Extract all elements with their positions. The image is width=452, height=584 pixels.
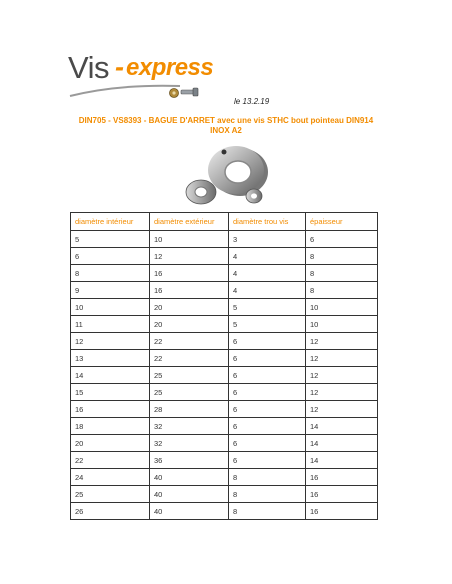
table-cell: 25 — [150, 384, 229, 401]
table-cell: 11 — [71, 316, 150, 333]
table-cell: 12 — [150, 248, 229, 265]
table-cell: 12 — [306, 350, 378, 367]
header-outer-diameter: diamètre extérieur — [150, 213, 229, 231]
table-cell: 10 — [306, 316, 378, 333]
table-cell: 15 — [71, 384, 150, 401]
table-cell: 8 — [229, 486, 306, 503]
table-cell: 12 — [306, 333, 378, 350]
table-row — [71, 367, 378, 384]
logo-swoosh-icon — [68, 80, 218, 102]
table-cell: 10 — [71, 299, 150, 316]
document-date: le 13.2.19 — [234, 97, 270, 106]
table-row — [71, 452, 378, 469]
table-cell: 6 — [306, 231, 378, 248]
table-cell: 16 — [71, 401, 150, 418]
table-row — [71, 350, 378, 367]
dimensions-table — [70, 212, 378, 520]
header-thickness: épaisseur — [306, 213, 378, 231]
table-cell: 6 — [229, 401, 306, 418]
table-cell: 16 — [306, 503, 378, 520]
header-screw-hole-diameter: diamètre trou vis — [229, 213, 306, 231]
table-cell: 6 — [229, 418, 306, 435]
table-row — [71, 503, 378, 520]
table-cell: 8 — [229, 503, 306, 520]
table-cell: 28 — [150, 401, 229, 418]
table-cell: 6 — [71, 248, 150, 265]
table-row — [71, 299, 378, 316]
table-cell: 22 — [150, 333, 229, 350]
table-cell: 8 — [306, 282, 378, 299]
table-cell: 40 — [150, 503, 229, 520]
table-cell: 22 — [150, 350, 229, 367]
table-row — [71, 265, 378, 282]
table-cell: 20 — [150, 316, 229, 333]
table-cell: 6 — [229, 350, 306, 367]
table-cell: 6 — [229, 435, 306, 452]
table-cell: 16 — [306, 469, 378, 486]
table-row — [71, 418, 378, 435]
table-cell: 40 — [150, 469, 229, 486]
table-cell: 13 — [71, 350, 150, 367]
table-cell: 8 — [306, 248, 378, 265]
table-cell: 32 — [150, 418, 229, 435]
table-row — [71, 248, 378, 265]
table-cell: 18 — [71, 418, 150, 435]
table-row — [71, 333, 378, 350]
table-cell: 32 — [150, 435, 229, 452]
logo-vis-text: Vis — [68, 50, 110, 85]
table-cell: 9 — [71, 282, 150, 299]
table-cell: 14 — [71, 367, 150, 384]
table-cell: 5 — [71, 231, 150, 248]
header-inner-diameter: diamètre intérieur — [71, 213, 150, 231]
table-cell: 10 — [306, 299, 378, 316]
table-cell: 25 — [150, 367, 229, 384]
logo-dash-text: - — [115, 52, 124, 82]
table-cell: 6 — [229, 367, 306, 384]
table-cell: 22 — [71, 452, 150, 469]
table-cell: 14 — [306, 435, 378, 452]
table-cell: 12 — [306, 367, 378, 384]
table-cell: 3 — [229, 231, 306, 248]
document-title: DIN705 - VS8393 - BAGUE D'ARRET avec une vis STHC bout pointeau DIN914 INOX A2 — [78, 116, 374, 135]
logo-express-text: express — [126, 54, 214, 81]
table-cell: 20 — [150, 299, 229, 316]
table-cell: 12 — [306, 401, 378, 418]
shaft-collar-product-image — [178, 140, 278, 210]
table-cell: 14 — [306, 452, 378, 469]
table-cell: 12 — [71, 333, 150, 350]
table-cell: 20 — [71, 435, 150, 452]
table-cell: 4 — [229, 282, 306, 299]
table-cell: 36 — [150, 452, 229, 469]
table-cell: 14 — [306, 418, 378, 435]
table-cell: 5 — [229, 316, 306, 333]
table-cell: 12 — [306, 384, 378, 401]
table-row — [71, 401, 378, 418]
table-row — [71, 384, 378, 401]
table-row — [71, 486, 378, 503]
table-cell: 26 — [71, 503, 150, 520]
table-row — [71, 231, 378, 248]
table-cell: 25 — [71, 486, 150, 503]
table-cell: 6 — [229, 384, 306, 401]
table-cell: 16 — [306, 486, 378, 503]
table-cell: 8 — [229, 469, 306, 486]
table-cell: 16 — [150, 282, 229, 299]
table-row — [71, 435, 378, 452]
table-cell: 16 — [150, 265, 229, 282]
table-cell: 6 — [229, 333, 306, 350]
table-cell: 4 — [229, 265, 306, 282]
table-cell: 40 — [150, 486, 229, 503]
table-cell: 4 — [229, 248, 306, 265]
table-cell: 6 — [229, 452, 306, 469]
table-row — [71, 469, 378, 486]
table-row — [71, 316, 378, 333]
table-cell: 8 — [71, 265, 150, 282]
table-cell: 8 — [306, 265, 378, 282]
table-cell: 24 — [71, 469, 150, 486]
table-cell: 5 — [229, 299, 306, 316]
table-cell: 10 — [150, 231, 229, 248]
vis-express-logo — [68, 50, 218, 100]
table-row — [71, 282, 378, 299]
table-header-row — [71, 213, 378, 231]
